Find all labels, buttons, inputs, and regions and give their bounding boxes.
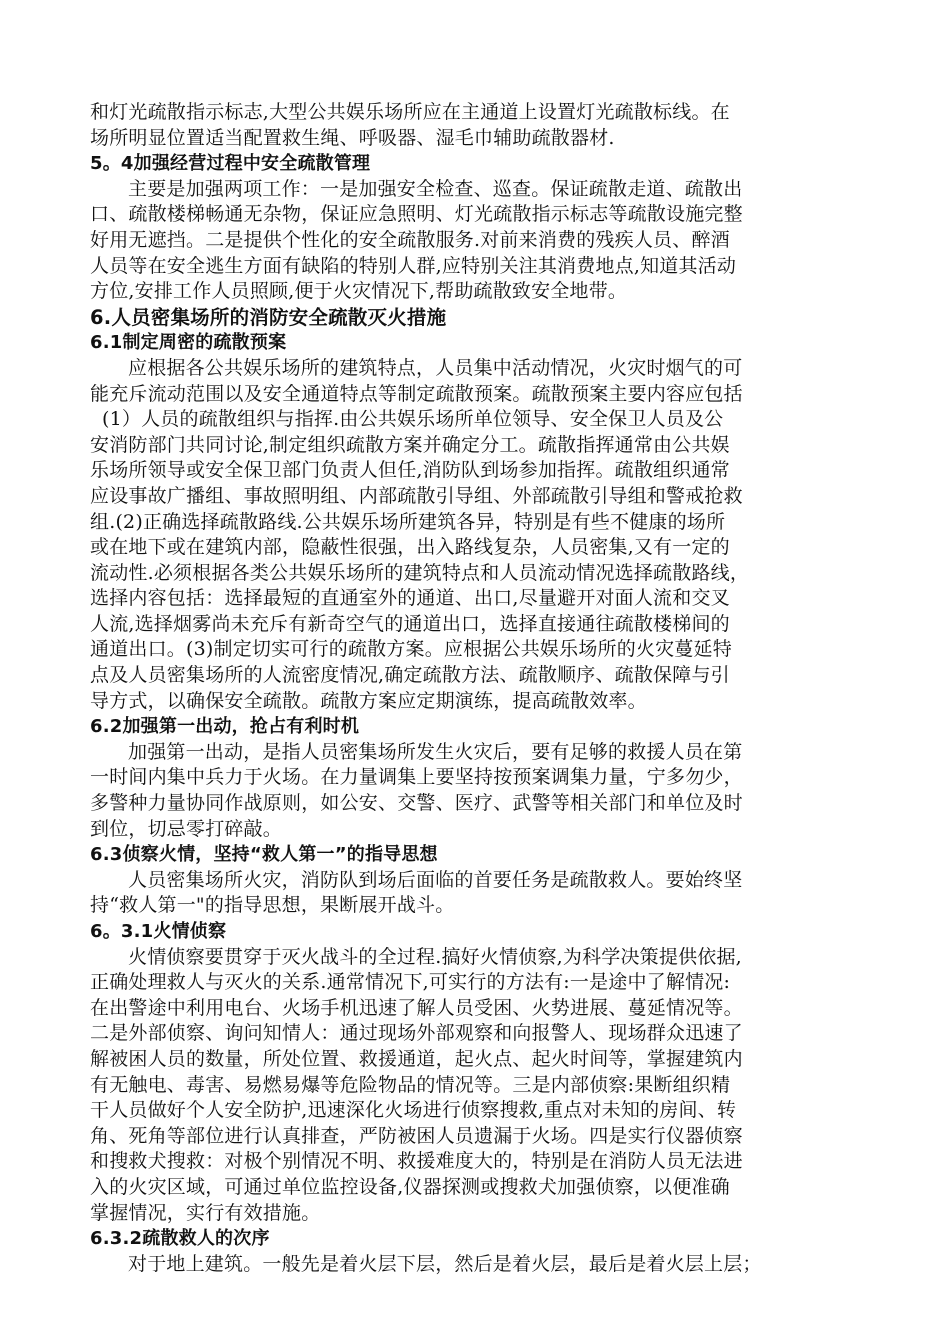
paragraph-line: 正确处理救人与灭火的关系.通常情况下,可实行的方法有:一是途中了解情况:	[90, 971, 731, 994]
paragraph-line: 组.(2)正确选择疏散路线.公共娱乐场所建筑各异，特别是有些不健康的场所	[90, 510, 726, 533]
paragraph-line: 有无触电、毒害、易燃易爆等危险物品的情况等。三是内部侦察:果断组织精	[90, 1073, 731, 1096]
section-heading-5-4: 5。4加强经营过程中安全疏散管理	[90, 153, 371, 175]
paragraph-line: 好用无遮挡。二是提供个性化的安全疏散服务.对前来消费的残疾人员、醉酒	[90, 228, 730, 251]
paragraph-line: 点及人员密集场所的人流密度情况,确定疏散方法、疏散顺序、疏散保障与引	[90, 664, 730, 687]
paragraph-line: 多警种力量协同作战原则，如公安、交警、医疗、武警等相关部门和单位及时	[90, 792, 743, 815]
document-page	[90, 100, 866, 1277]
paragraph-line: 干人员做好个人安全防护,迅速深化火场进行侦察搜救,重点对未知的房间、转	[90, 1099, 737, 1122]
paragraph-line: 和搜救犬搜救：对极个别情况不明、救援难度大的，特别是在消防人员无法进	[90, 1150, 743, 1173]
paragraph-line: 安消防部门共同讨论,制定组织疏散方案并确定分工。疏散指挥通常由公共娱	[90, 433, 730, 456]
paragraph-line: 乐场所领导或安全保卫部门负责人但任,消防队到场参加指挥。疏散组织通常	[90, 459, 730, 482]
paragraph-line: 解被困人员的数量，所处位置、救援通道，起火点、起火时间等，掌握建筑内	[90, 1047, 743, 1070]
paragraph-line: 人员等在安全逃生方面有缺陷的特别人群,应特别关注其消费地点,知道其活动	[90, 254, 737, 277]
paragraph-line: 对于地上建筑。一般先是着火层下层，然后是着火层，最后是着火层上层；	[128, 1252, 762, 1275]
paragraph-line: 持“救人第一"的指导思想，果断展开战斗。	[90, 894, 455, 917]
paragraph-line: 火情侦察要贯穿于灭火战斗的全过程.搞好火情侦察,为科学决策提供依据,	[128, 945, 742, 968]
paragraph-line: 流动性.必须根据各类公共娱乐场所的建筑特点和人员流动情况选择疏散路线，	[90, 561, 750, 584]
paragraph-line: 选择内容包括：选择最短的直通室外的通道、出口,尽量避开对面人流和交叉	[90, 587, 730, 610]
paragraph-line: 一时间内集中兵力于火场。在力量调集上要坚持按预案调集力量，宁多勿少，	[90, 766, 743, 789]
paragraph-line: 或在地下或在建筑内部，隐蔽性很强，出入路线复杂，人员密集,又有一定的	[90, 536, 730, 559]
paragraph-line: 入的火灾区域，可通过单位监控设备,仪器探测或搜救犬加强侦察，以便准确	[90, 1175, 730, 1198]
chapter-heading-6: 6.人员密集场所的消防安全疏散灭火措施	[90, 305, 447, 329]
paragraph-line: (1）人员的疏散组织与指挥.由公共娱乐场所单位领导、安全保卫人员及公	[102, 408, 724, 431]
section-heading-6-3: 6.3侦察火情，坚持“救人第一”的指导思想	[90, 844, 438, 866]
paragraph-line: 导方式，以确保安全疏散。疏散方案应定期演练，提高疏散效率。	[90, 689, 647, 712]
section-heading-6-3-2: 6.3.2疏散救人的次序	[90, 1228, 270, 1250]
paragraph-line: 到位，切忌零打碎敲。	[90, 817, 283, 840]
paragraph-line: 通道出口。(3)制定切实可行的疏散方案。应根据公共娱乐场所的火灾蔓延特	[90, 638, 732, 661]
paragraph-line: 在出警途中利用电台、火场手机迅速了解人员受困、火势进展、蔓延情况等。	[90, 996, 743, 1019]
section-heading-6-3-1: 6。3.1火情侦察	[90, 921, 227, 942]
paragraph-line: 能充斥流动范围以及安全通道特点等制定疏散预案。疏散预案主要内容应包括	[90, 382, 743, 405]
paragraph-line: 人员密集场所火灾，消防队到场后面临的首要任务是疏散救人。要始终坚	[128, 868, 743, 891]
paragraph-line: 口、疏散楼梯畅通无杂物，保证应急照明、灯光疏散指示标志等疏散设施完整	[90, 203, 743, 226]
paragraph-line: 应设事故广播组、事故照明组、内部疏散引导组、外部疏散引导组和警戒抢救	[90, 484, 743, 507]
section-heading-6-1: 6.1制定周密的疏散预案	[90, 332, 287, 354]
paragraph-line: 和灯光疏散指示标志,大型公共娱乐场所应在主通道上设置灯光疏散标线。在	[90, 101, 730, 123]
paragraph-line: 二是外部侦察、询问知情人：通过现场外部观察和向报警人、现场群众迅速了	[90, 1022, 743, 1045]
paragraph-line: 掌握情况，实行有效措施。	[90, 1201, 321, 1224]
paragraph-line: 应根据各公共娱乐场所的建筑特点，人员集中活动情况，火灾时烟气的可	[128, 356, 743, 379]
paragraph-line: 主要是加强两项工作：一是加强安全检查、巡查。保证疏散走道、疏散出	[128, 177, 743, 200]
paragraph-line: 人流,选择烟雾尚未充斥有新奇空气的通道出口，选择直接通往疏散楼梯间的	[90, 612, 730, 635]
paragraph-line: 场所明显位置适当配置救生绳、呼吸器、湿毛巾辅助疏散器材.	[90, 126, 615, 149]
paragraph-line: 方位,安排工作人员照顾,便于火灾情况下,帮助疏散致安全地带。	[90, 280, 628, 303]
paragraph-line: 加强第一出动，是指人员密集场所发生火灾后，要有足够的救援人员在第	[128, 740, 743, 763]
paragraph-line: 角、死角等部位进行认真排查，严防被困人员遗漏于火场。四是实行仪器侦察	[90, 1124, 743, 1147]
section-heading-6-2: 6.2加强第一出动，抢占有利时机	[90, 716, 360, 738]
